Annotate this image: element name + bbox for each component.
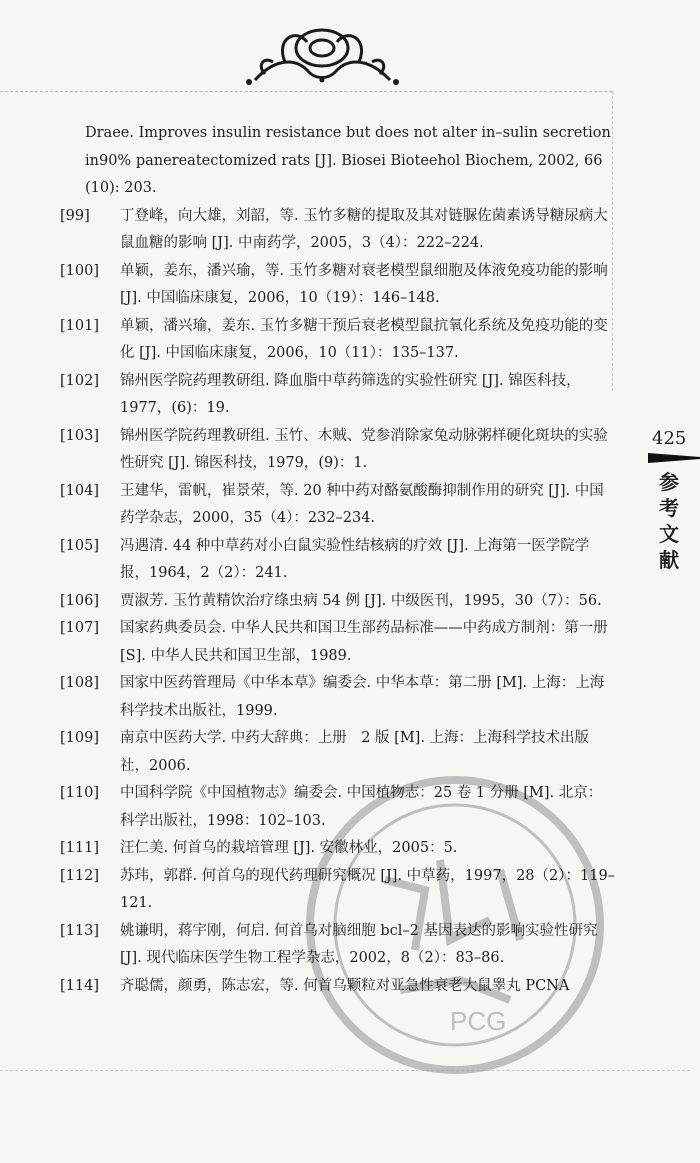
reference-number: [103] (60, 427, 99, 444)
reference-number: [105] (60, 537, 99, 554)
reference-item (60, 588, 615, 616)
svg-text:PCG: PCG (450, 1006, 507, 1036)
reference-item (60, 423, 615, 478)
page-number: 425 (652, 428, 687, 449)
reference-text: 国家中医药管理局《中华本草》编委会. 中华本草：第二册 [M]. 上海：上海科学技术出版社，1999. (120, 675, 605, 719)
reference-list (60, 120, 615, 1000)
reference-text: 汪仁美. 何首乌的栽培管理 [J]. 安徽林业，2005：5. (120, 840, 458, 856)
reference-item (60, 835, 615, 863)
reference-number: [111] (60, 840, 99, 856)
reference-number: [112] (60, 867, 99, 884)
reference-number: [106] (60, 592, 99, 609)
reference-text: 南京中医药大学. 中药大辞典：上册 2 版 [M]. 上海：上海科学技术出版社，2006. (120, 730, 590, 774)
reference-number: [110] (60, 785, 99, 801)
reference-item (60, 780, 615, 835)
reference-item (60, 670, 615, 725)
reference-text: 冯遇清. 44 种中草药对小白鼠实验性结核病的疗效 [J]. 上海第一医学院学报，1964，2（2）：241. (120, 537, 590, 581)
reference-text: 中国科学院《中国植物志》编委会. 中国植物志：25 卷 1 分册 [M]. 北京：科学出版社，1998：102–103. (120, 785, 603, 829)
reference-number: [102] (60, 372, 99, 389)
reference-items (60, 203, 615, 1001)
reference-number: [107] (60, 620, 99, 636)
scroll-ornament (235, 18, 410, 96)
reference-text: 姚谦明，蒋宇刚，何启. 何首乌对脑细胞 bcl–2 基因表达的影响实验性研究 [J]. 现代临床医学生物工程学杂志，2002，8（2）：83–86. (120, 922, 598, 966)
reference-number: [104] (60, 482, 99, 499)
reference-item (60, 203, 615, 258)
reference-text: 王建华，雷帆，崔景荣，等. 20 种中药对酪氨酸酶抑制作用的研究 [J]. 中国药学杂志，2000，35（4）：232–234. (120, 482, 604, 526)
reference-item (60, 368, 615, 423)
reference-text: 齐聪儒，颜勇，陈志宏，等. 何首乌颗粒对亚急性衰老大鼠睾丸 PCNA (120, 977, 570, 994)
reference-text: 丁登峰，向大雄，刘韶，等. 玉竹多糖的提取及其对链脲佐菌素诱导糖尿病大鼠血糖的影响 [J]. 中南药学，2005，3（4）：222–224. (120, 207, 608, 251)
reference-continuation: Draee. Improves insulin resistance but does not alter in–sulin secretion in90% panereatectomized rats [J]. Biosei Bioteehol Biochem, 2002, 66 (10): 203. (85, 125, 611, 196)
reference-item (60, 863, 615, 918)
side-tab (648, 428, 700, 573)
reference-item (60, 478, 615, 533)
reference-item (60, 973, 615, 1001)
reference-item (60, 918, 615, 973)
chapter-title: 参考文献 (659, 470, 679, 572)
reference-text: 苏玮，郭群. 何首乌的现代药理研究概况 [J]. 中草药，1997，28（2）：119–121. (120, 867, 615, 911)
reference-text: 锦州医学院药理教研组. 降血脂中草药筛选的实验性研究 [J]. 锦医科技，1977，(6)：19. (120, 372, 581, 416)
reference-text: 单颖，姜东，潘兴瑜，等. 玉竹多糖对衰老模型鼠细胞及体液免疫功能的影响 [J]. 中国临床康复，2006，10（19）：146–148. (120, 262, 608, 306)
reference-number: [109] (60, 730, 99, 746)
reference-text: 国家药典委员会. 中华人民共和国卫生部药品标准——中药成方制剂：第一册 [S]. 中华人民共和国卫生部，1989. (120, 620, 608, 664)
reference-item (60, 533, 615, 588)
reference-text: 锦州医学院药理教研组. 玉竹、木贼、党参消除家兔动脉粥样硬化斑块的实验性研究 [J]. 锦医科技，1979，(9)：1. (120, 427, 608, 471)
side-bar-marker (648, 453, 700, 463)
reference-item (60, 258, 615, 313)
reference-number: [99] (60, 207, 90, 224)
reference-number: [114] (60, 977, 99, 994)
reference-text: 贾淑芳. 玉竹黄精饮治疗绦虫病 54 例 [J]. 中级医刊，1995，30（7）：56. (120, 592, 602, 609)
reference-item (60, 615, 615, 670)
reference-number: [113] (60, 922, 99, 939)
header-rule (0, 91, 612, 92)
reference-text: 单颖，潘兴瑜，姜东. 玉竹多糖干预后衰老模型鼠抗氧化系统及免疫功能的变化 [J]. 中国临床康复，2006，10（11）：135–137. (120, 317, 608, 361)
reference-item (60, 313, 615, 368)
reference-number: [101] (60, 317, 99, 334)
reference-number: [100] (60, 262, 99, 279)
reference-item (60, 725, 615, 780)
reference-number: [108] (60, 675, 99, 691)
